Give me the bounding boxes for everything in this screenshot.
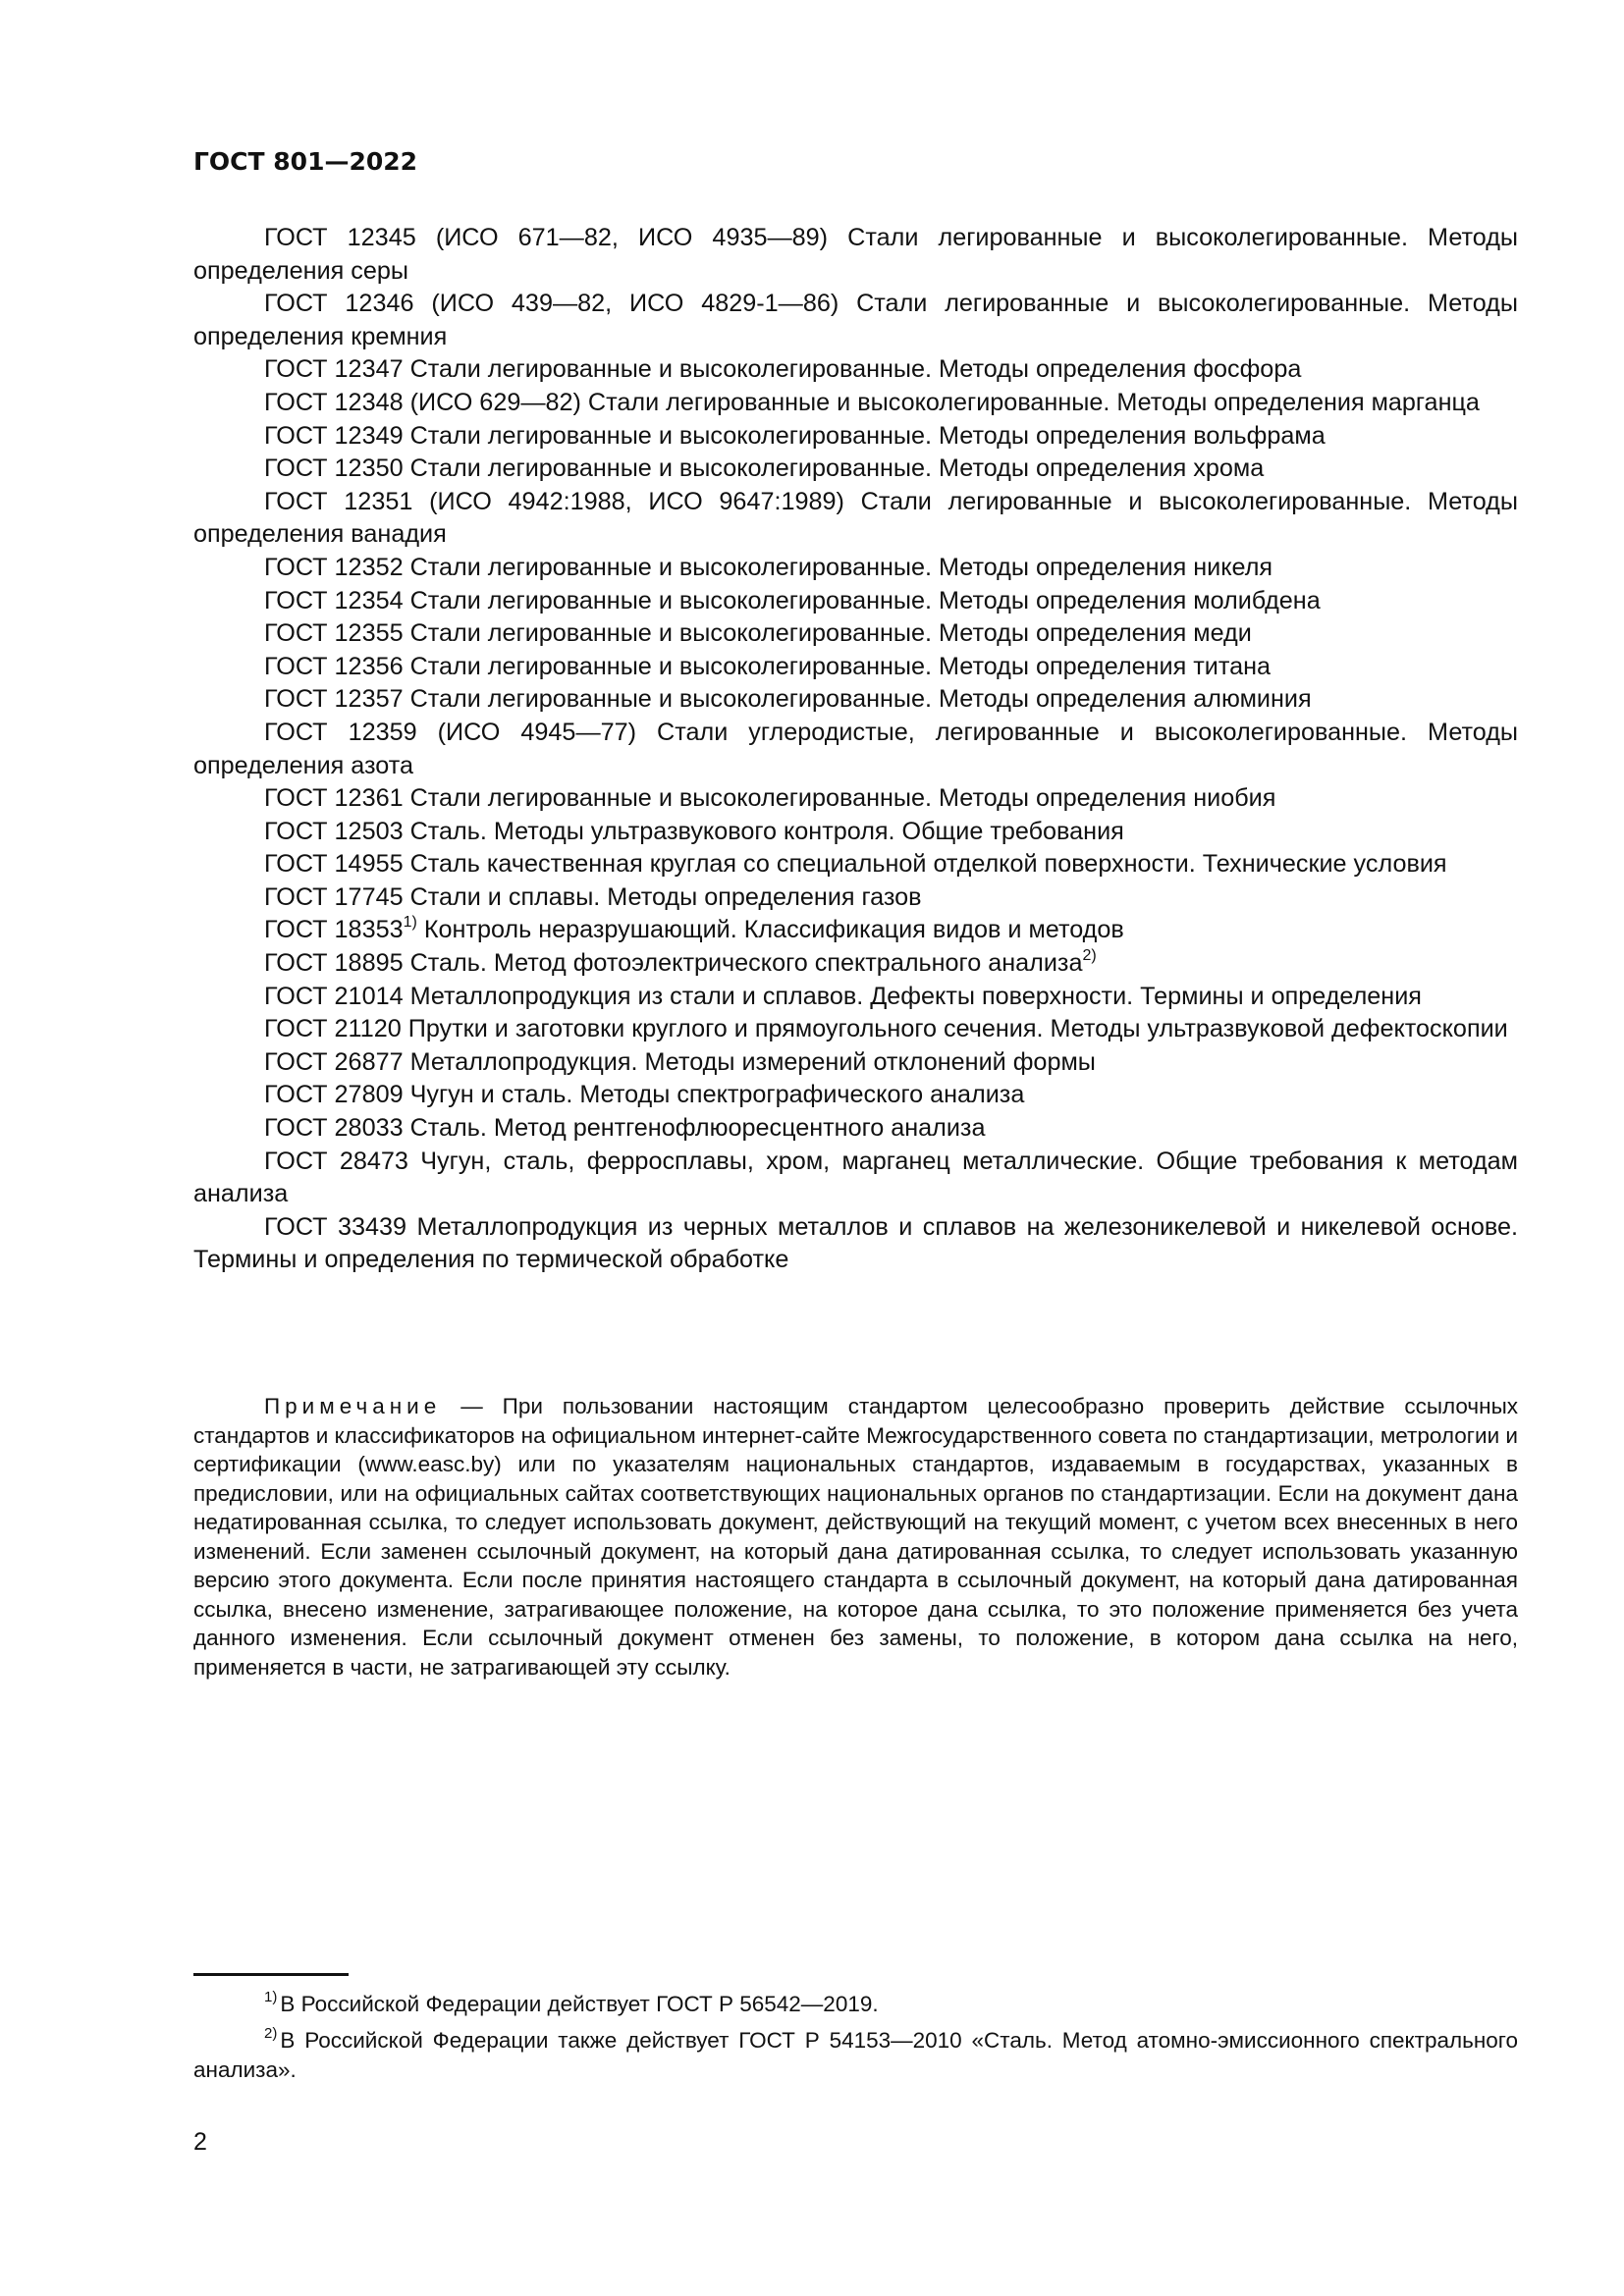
footnote-text: В Российской Федерации действует ГОСТ Р 56542—2019. (280, 1992, 879, 2016)
document-header: ГОСТ 801—2022 (193, 147, 418, 176)
normative-references-list (193, 222, 1518, 1277)
reference-item: ГОСТ 12352 Стали легированные и высоколегированные. Методы определения никеля (264, 553, 1273, 581)
note-label: Примечание (264, 1394, 442, 1418)
reference-item: ГОСТ 17745 Стали и сплавы. Методы определения газов (264, 882, 922, 911)
note-text: — При пользовании настоящим стандартом целесообразно проверить действие ссылочных стандартов и классификаторов на официальном интернет-сайте Межгосударственного совета по стандартизации, метрологии и сертификации (www.easc.by) или по указателям национальных стандартов, издаваемым в государствах, указанных в предисловии, или на официальных сайтах соответствующих национальных органов по стандартизации. Если на документ дана недатированная ссылка, то следует использовать документ, действующий на текущий момент, с учетом всех внесенных в него изменений. Если заменен ссылочный документ, на который дана датированная ссылка, то следует использовать указанную версию этого документа. Если после принятия настоящего стандарта в ссылочный документ, на который дана датированная ссылка, внесено изменение, затрагивающее положение, на которое дана ссылка, то это положение применяется без учета данного изменения. Если ссылочный документ отменен без замены, то положение, в котором дана ссылка на него, применяется в части, не затрагивающей эту ссылку. (193, 1394, 1518, 1680)
reference-item: ГОСТ 27809 Чугун и сталь. Методы спектрографического анализа (264, 1081, 1025, 1109)
footnote-marker-link[interactable]: 2) (1082, 946, 1097, 964)
footnote (193, 2026, 1518, 2085)
reference-item: ГОСТ 26877 Металлопродукция. Методы измерений отклонений формы (264, 1047, 1096, 1076)
reference-item: ГОСТ 12350 Стали легированные и высоколегированные. Методы определения хрома (264, 454, 1265, 483)
footnote-text: В Российской Федерации также действует ГОСТ Р 54153—2010 «Сталь. Метод атомно-эмиссионного спектрального анализа». (193, 2028, 1518, 2082)
footnote-marker: 1) (264, 1988, 278, 2005)
reference-item (193, 914, 1518, 947)
reference-item: ГОСТ 12355 Стали легированные и высоколегированные. Методы определения меди (264, 619, 1252, 648)
reference-text: ГОСТ 18895 Сталь. Метод фотоэлектрического спектрального анализа (264, 949, 1083, 978)
reference-item: ГОСТ 12351 (ИСО 4942:1988, ИСО 9647:1989) Стали легированные и высоколегированные. Методы определения ванадия (193, 487, 1518, 549)
reference-item (193, 947, 1518, 981)
reference-text: ГОСТ 18353 (264, 916, 404, 944)
note-paragraph (193, 1392, 1518, 1682)
page-number: 2 (193, 2128, 207, 2156)
footnotes (193, 1990, 1518, 2092)
reference-item: ГОСТ 12354 Стали легированные и высоколегированные. Методы определения молибдена (264, 586, 1321, 614)
reference-item: ГОСТ 12361 Стали легированные и высоколегированные. Методы определения ниобия (264, 784, 1276, 813)
footnote-divider (193, 1973, 349, 1976)
reference-text: Контроль неразрушающий. Классификация видов и методов (416, 916, 1124, 944)
reference-item: ГОСТ 12347 Стали легированные и высоколегированные. Методы определения фосфора (264, 355, 1302, 384)
reference-item: ГОСТ 14955 Сталь качественная круглая со специальной отделкой поверхности. Технические условия (264, 850, 1447, 879)
reference-item: ГОСТ 21120 Прутки и заготовки круглого и прямоугольного сечения. Методы ультразвуковой дефектоскопии (264, 1015, 1508, 1043)
reference-item: ГОСТ 28473 Чугун, сталь, ферросплавы, хром, марганец металлические. Общие требования к методам анализа (193, 1147, 1518, 1208)
reference-item: ГОСТ 12503 Сталь. Методы ультразвукового контроля. Общие требования (264, 817, 1124, 845)
reference-item: ГОСТ 33439 Металлопродукция из черных металлов и сплавов на железоникелевой и никелевой основе. Термины и определения по термической обработке (193, 1212, 1518, 1274)
footnote-marker-link[interactable]: 1) (403, 914, 417, 932)
reference-item: ГОСТ 12348 (ИСО 629—82) Стали легированные и высоколегированные. Методы определения марганца (264, 388, 1480, 416)
reference-item: ГОСТ 12349 Стали легированные и высоколегированные. Методы определения вольфрама (264, 421, 1326, 450)
reference-item: ГОСТ 12346 (ИСО 439—82, ИСО 4829-1—86) Стали легированные и высоколегированные. Методы определения кремния (193, 290, 1518, 350)
reference-item: ГОСТ 21014 Металлопродукция из стали и сплавов. Дефекты поверхности. Термины и определения (264, 982, 1422, 1010)
footnote-marker: 2) (264, 2024, 278, 2042)
reference-item: ГОСТ 12357 Стали легированные и высоколегированные. Методы определения алюминия (264, 685, 1312, 714)
reference-item: ГОСТ 12345 (ИСО 671—82, ИСО 4935—89) Стали легированные и высоколегированные. Методы определения серы (193, 224, 1518, 285)
reference-item: ГОСТ 28033 Сталь. Метод рентгенофлюоресцентного анализа (264, 1114, 986, 1143)
reference-item: ГОСТ 12359 (ИСО 4945—77) Стали углеродистые, легированные и высоколегированные. Методы определения азота (193, 718, 1518, 779)
reference-item: ГОСТ 12356 Стали легированные и высоколегированные. Методы определения титана (264, 652, 1272, 680)
footnote (193, 1990, 1518, 2019)
